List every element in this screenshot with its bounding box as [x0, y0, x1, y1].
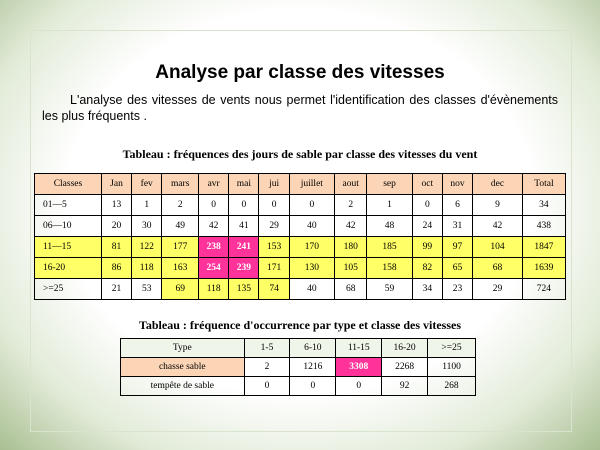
class-label-cell: 11—15 [35, 237, 102, 258]
table-cell: 59 [367, 279, 412, 300]
table-cell: 2 [335, 195, 367, 216]
wind-class-monthly-table [34, 173, 566, 300]
header-cell: fev [132, 174, 162, 195]
table-cell: 23 [442, 279, 472, 300]
type-label-cell: tempête de sable [121, 377, 245, 396]
header-cell: Classes [35, 174, 102, 195]
table-cell: 170 [289, 237, 334, 258]
class-label-cell: 16-20 [35, 258, 102, 279]
table1-header-row [35, 174, 566, 195]
table-cell: 99 [412, 237, 442, 258]
table-cell: 171 [259, 258, 289, 279]
table-cell: 48 [367, 216, 412, 237]
class-label-cell: 06—10 [35, 216, 102, 237]
table-cell: 0 [290, 377, 336, 396]
table-cell: 135 [229, 279, 259, 300]
table-cell: 185 [367, 237, 412, 258]
table-cell: 42 [199, 216, 229, 237]
table-cell: 69 [162, 279, 199, 300]
table-cell: 0 [199, 195, 229, 216]
table-row [121, 358, 476, 377]
table-cell: 118 [132, 258, 162, 279]
table-cell: 24 [412, 216, 442, 237]
table-cell: 122 [132, 237, 162, 258]
header-cell: 11-15 [336, 339, 382, 358]
table-cell: 2 [244, 358, 290, 377]
table-cell: 1639 [522, 258, 565, 279]
table-cell-highlight: 3308 [336, 358, 382, 377]
header-cell: oct [412, 174, 442, 195]
occurrence-type-table [120, 338, 476, 396]
table-cell: 180 [335, 237, 367, 258]
table-cell: 177 [162, 237, 199, 258]
table-cell: 82 [412, 258, 442, 279]
page-title: Analyse par classe des vitesses [155, 62, 445, 83]
table-cell: 65 [442, 258, 472, 279]
table-cell: 34 [412, 279, 442, 300]
table-cell: 42 [473, 216, 523, 237]
table-row [35, 195, 566, 216]
table-row [35, 216, 566, 237]
table-cell: 158 [367, 258, 412, 279]
table-cell: 68 [335, 279, 367, 300]
table-cell: 0 [244, 377, 290, 396]
table-cell: 0 [289, 195, 334, 216]
intro-paragraph: L'analyse des vitesses de vents nous permet l'identification des classes d'évènements les plus fréquents . [42, 93, 558, 123]
table-cell: 1 [367, 195, 412, 216]
table-cell: 29 [259, 216, 289, 237]
header-cell: Total [522, 174, 565, 195]
header-cell: mai [229, 174, 259, 195]
table-cell: 118 [199, 279, 229, 300]
table-row [121, 377, 476, 396]
table-row [35, 237, 566, 258]
table-cell: 29 [473, 279, 523, 300]
class-label-cell: >=25 [35, 279, 102, 300]
table-cell-highlight: 238 [199, 237, 229, 258]
table-cell: 724 [522, 279, 565, 300]
header-cell: aout [335, 174, 367, 195]
table-cell: 31 [442, 216, 472, 237]
table-cell: 41 [229, 216, 259, 237]
header-cell: 6-10 [290, 339, 336, 358]
table-cell: 0 [259, 195, 289, 216]
class-label-cell: 01—5 [35, 195, 102, 216]
table-row [35, 279, 566, 300]
table-cell: 6 [442, 195, 472, 216]
table-cell: 30 [132, 216, 162, 237]
table-cell: 53 [132, 279, 162, 300]
table-cell: 40 [289, 216, 334, 237]
table-cell: 92 [382, 377, 428, 396]
table-cell: 163 [162, 258, 199, 279]
header-cell: juillet [289, 174, 334, 195]
table-cell: 153 [259, 237, 289, 258]
table-cell-highlight: 241 [229, 237, 259, 258]
table-cell: 2268 [382, 358, 428, 377]
table-cell: 97 [442, 237, 472, 258]
table-cell: 74 [259, 279, 289, 300]
table-cell: 0 [336, 377, 382, 396]
table-cell: 13 [101, 195, 131, 216]
header-cell: jui [259, 174, 289, 195]
header-cell: >=25 [428, 339, 476, 358]
table-cell: 68 [473, 258, 523, 279]
table-cell: 438 [522, 216, 565, 237]
table1-caption: Tableau : fréquences des jours de sable par classe des vitesses du vent [122, 147, 478, 161]
table-cell: 34 [522, 195, 565, 216]
header-cell: Jan [101, 174, 131, 195]
table-cell: 42 [335, 216, 367, 237]
table2-caption: Tableau : fréquence d'occurrence par type et classe des vitesses [138, 318, 462, 332]
table-cell: 86 [101, 258, 131, 279]
table2-header-row [121, 339, 476, 358]
table-cell-highlight: 254 [199, 258, 229, 279]
table-cell: 21 [101, 279, 131, 300]
header-cell: 1-5 [244, 339, 290, 358]
table-cell: 0 [412, 195, 442, 216]
table-cell: 1100 [428, 358, 476, 377]
table-cell: 1216 [290, 358, 336, 377]
table-cell: 9 [473, 195, 523, 216]
header-cell: avr [199, 174, 229, 195]
header-cell: Type [121, 339, 245, 358]
table-cell: 1 [132, 195, 162, 216]
type-label-cell: chasse sable [121, 358, 245, 377]
header-cell: sep [367, 174, 412, 195]
header-cell: nov [442, 174, 472, 195]
table-cell: 49 [162, 216, 199, 237]
header-cell: 16-20 [382, 339, 428, 358]
table-cell: 1847 [522, 237, 565, 258]
table-cell: 20 [101, 216, 131, 237]
table-cell: 130 [289, 258, 334, 279]
table-cell: 2 [162, 195, 199, 216]
table-cell: 40 [289, 279, 334, 300]
table-cell: 105 [335, 258, 367, 279]
table-cell: 81 [101, 237, 131, 258]
header-cell: dec [473, 174, 523, 195]
table-cell: 0 [229, 195, 259, 216]
table-cell-highlight: 239 [229, 258, 259, 279]
header-cell: mars [162, 174, 199, 195]
table-row [35, 258, 566, 279]
table-cell: 104 [473, 237, 523, 258]
table-cell: 268 [428, 377, 476, 396]
